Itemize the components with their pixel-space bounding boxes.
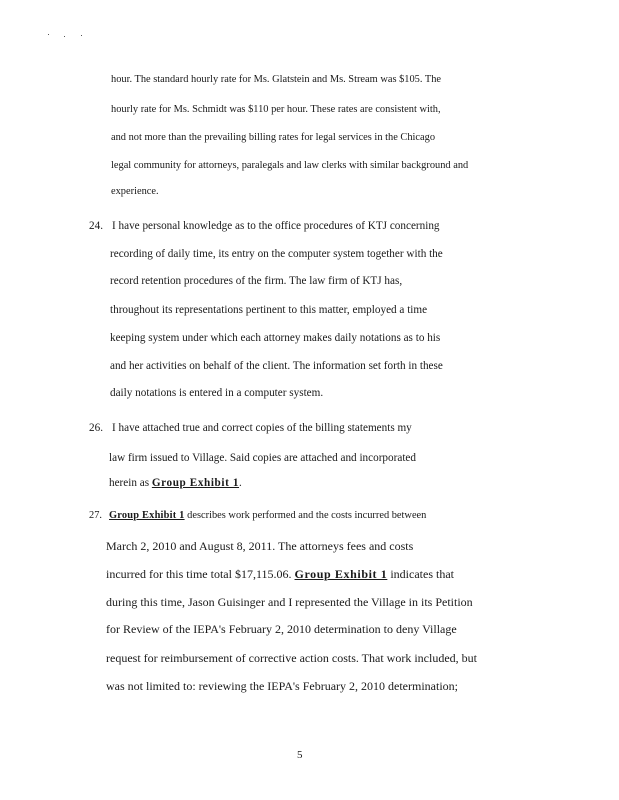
text-line: hour. The standard hourly rate for Ms. Glatstein and Ms. Stream was $105. The	[111, 74, 442, 85]
group-exhibit-reference: Group Exhibit 1	[294, 567, 388, 581]
text-segment: herein as	[109, 477, 152, 489]
text-line	[109, 509, 426, 522]
text-line: keeping system under which each attorney makes daily notations as to his	[110, 332, 441, 344]
page-number: 5	[297, 749, 303, 761]
text-line: for Review of the IEPA's February 2, 2010 determination to deny Village	[106, 622, 457, 636]
text-segment: incurred for this time total $17,115.06.	[106, 567, 295, 581]
text-line: recording of daily time, its entry on the computer system together with the	[110, 248, 443, 260]
text-line: daily notations is entered in a computer system.	[110, 387, 324, 399]
text-segment: describes work performed and the costs incurred between	[184, 510, 427, 521]
paragraph-number: 24.	[89, 220, 103, 232]
text-line: experience.	[111, 186, 159, 197]
text-line: and her activities on behalf of the client. The information set forth in these	[110, 360, 443, 372]
text-line: I have attached true and correct copies of the billing statements my	[112, 422, 412, 434]
text-line: record retention procedures of the firm. The law firm of KTJ has,	[110, 275, 403, 287]
text-line: I have personal knowledge as to the office procedures of KTJ concerning	[112, 220, 440, 232]
group-exhibit-reference: Group Exhibit 1	[151, 477, 240, 489]
group-exhibit-reference: Group Exhibit 1	[109, 510, 185, 521]
text-segment: indicates that	[387, 567, 454, 581]
text-line: hourly rate for Ms. Schmidt was $110 per hour. These rates are consistent with,	[111, 104, 441, 115]
text-line: legal community for attorneys, paralegals and law clerks with similar background and	[111, 160, 469, 171]
paragraph-number: 26.	[89, 422, 103, 434]
text-line: during this time, Jason Guisinger and I represented the Village in its Petition	[106, 595, 473, 609]
text-line: was not limited to: reviewing the IEPA's February 2, 2010 determination;	[106, 679, 458, 693]
text-line: request for reimbursement of corrective action costs. That work included, but	[106, 651, 477, 665]
text-line: law firm issued to Village. Said copies are attached and incorporated	[109, 452, 416, 464]
paragraph-number: 27.	[89, 510, 102, 521]
text-segment: .	[239, 477, 242, 489]
text-line: throughout its representations pertinent to this matter, employed a time	[110, 304, 428, 316]
text-line: March 2, 2010 and August 8, 2011. The attorneys fees and costs	[106, 539, 414, 553]
text-line	[109, 477, 242, 490]
text-line	[106, 568, 454, 581]
text-line: and not more than the prevailing billing rates for legal services in the Chicago	[111, 132, 436, 143]
